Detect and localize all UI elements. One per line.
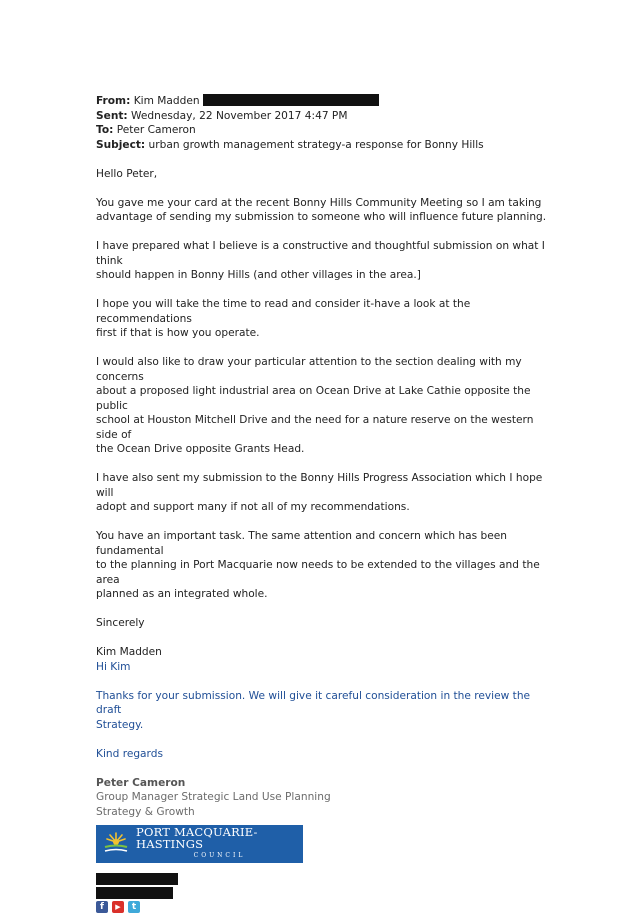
to-label: To:	[96, 124, 114, 136]
subject-line	[96, 138, 556, 153]
reply-signature-name: Peter Cameron	[96, 776, 186, 789]
logo-line2: COUNCIL	[193, 852, 246, 859]
sent-value: Wednesday, 22 November 2017 4:47 PM	[131, 109, 348, 122]
para1-line1: You gave me your card at the recent Bonny Hills Community Meeting so I am taking	[96, 196, 542, 209]
redacted-block-1	[96, 873, 178, 885]
to-value: Peter Cameron	[116, 124, 196, 136]
greeting: Hello Peter,	[96, 167, 158, 180]
reply-line2: Strategy.	[96, 718, 144, 731]
reply-greeting: Hi Kim	[96, 660, 131, 673]
para6-line2: to the planning in Port Macquarie now needs to be extended to the villages and the area	[96, 559, 540, 586]
closing: Sincerely	[96, 617, 145, 629]
para5-line1: I have also sent my submission to the Bonny Hills Progress Association which I hope will	[96, 472, 543, 499]
from-value: Kim Madden	[133, 95, 200, 107]
sent-line	[96, 109, 556, 124]
youtube-icon[interactable]: ▶	[112, 901, 124, 913]
redacted-block-2	[96, 887, 173, 899]
para6-line3: planned as an integrated whole.	[96, 588, 268, 600]
reply-line1: Thanks for your submission. We will give it careful consideration in the review the draft	[96, 689, 531, 716]
subject-label: Subject:	[96, 138, 146, 151]
redacted-email	[203, 94, 379, 106]
signature: Kim Madden	[96, 646, 162, 658]
para2-line2: should happen in Bonny Hills (and other villages in the area.]	[96, 269, 421, 281]
reply-signature-dept: Strategy & Growth	[96, 805, 195, 818]
council-logo	[96, 825, 303, 863]
sunburst-logo-icon	[96, 825, 136, 863]
para4-line4: the Ocean Drive opposite Grants Head.	[96, 443, 305, 455]
from-label: From:	[96, 95, 131, 107]
from-line	[96, 94, 556, 109]
subject-value: urban growth management strategy-a response for Bonny Hills	[148, 138, 484, 151]
to-line	[96, 123, 556, 138]
para4-line3: school at Houston Mitchell Drive and the need for a nature reserve on the western side of	[96, 414, 534, 441]
logo-line1: PORT MACQUARIE-HASTINGS	[136, 825, 258, 851]
sent-label: Sent:	[96, 109, 128, 122]
para2-line1: I have prepared what I believe is a constructive and thoughtful submission on what I think	[96, 240, 545, 267]
email-document	[96, 94, 556, 913]
social-links	[96, 901, 556, 913]
para4-line2: about a proposed light industrial area on Ocean Drive at Lake Cathie opposite the public	[96, 385, 531, 412]
reply-signature-title: Group Manager Strategic Land Use Planning	[96, 791, 331, 803]
para4-line1: I would also like to draw your particular attention to the section dealing with my concerns	[96, 356, 522, 383]
facebook-icon[interactable]: f	[96, 901, 108, 913]
para1-line2: advantage of sending my submission to someone who will influence future planning.	[96, 211, 547, 223]
reply-closing: Kind regards	[96, 747, 163, 760]
para3-line1: I hope you will take the time to read and consider it-have a look at the recommendations	[96, 298, 471, 325]
para3-line2: first if that is how you operate.	[96, 327, 260, 339]
twitter-icon[interactable]: t	[128, 901, 140, 913]
para5-line2: adopt and support many if not all of my recommendations.	[96, 501, 410, 513]
para6-line1: You have an important task. The same attention and concern which has been fundamental	[96, 530, 507, 557]
